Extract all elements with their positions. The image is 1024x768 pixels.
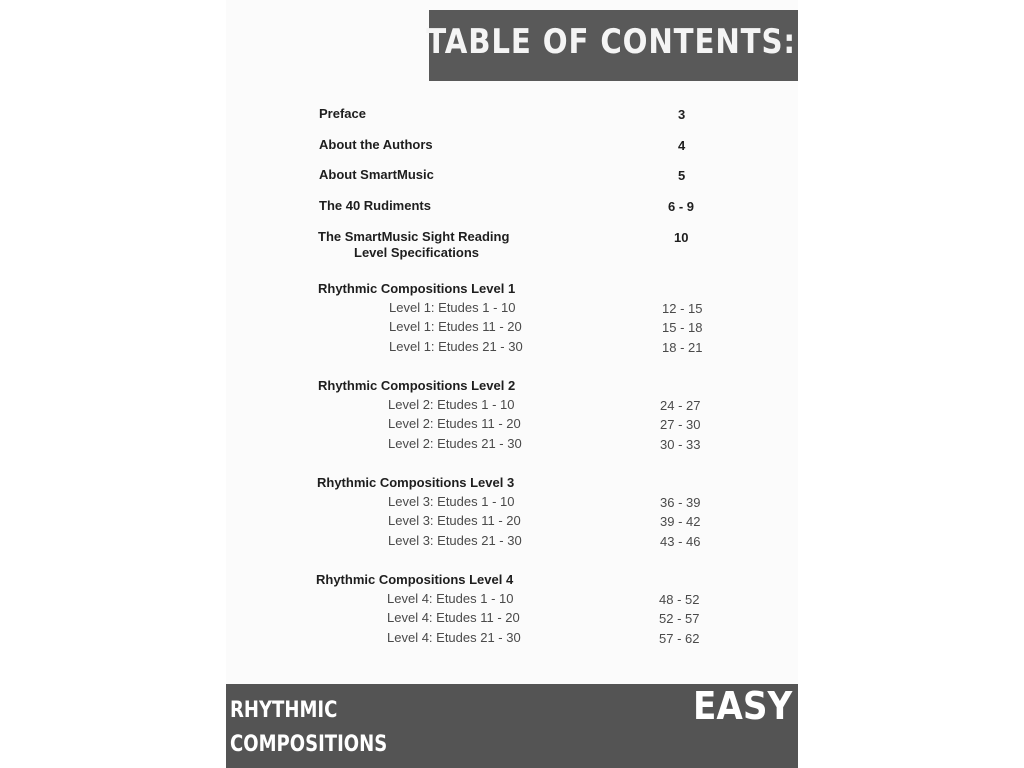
difficulty-label: EASY bbox=[692, 684, 792, 728]
section-item-label: Level 2: Etudes 1 - 10 bbox=[388, 397, 515, 412]
toc-entry-page: 3 bbox=[678, 107, 686, 122]
toc-entry-page: 5 bbox=[678, 168, 686, 183]
section-item-label: Level 3: Etudes 21 - 30 bbox=[388, 533, 522, 548]
section-heading: Rhythmic Compositions Level 1 bbox=[318, 281, 516, 296]
series-title-line1: RHYTHMIC bbox=[230, 698, 338, 723]
section-item-pages: 57 - 62 bbox=[659, 631, 700, 646]
section-item-label: Level 2: Etudes 11 - 20 bbox=[388, 416, 521, 431]
section-heading: Rhythmic Compositions Level 3 bbox=[317, 475, 515, 490]
section-item-pages: 52 - 57 bbox=[659, 611, 700, 626]
footer-band bbox=[226, 684, 798, 768]
section-item-label: Level 1: Etudes 1 - 10 bbox=[389, 300, 516, 315]
toc-entry-title: Preface bbox=[319, 106, 366, 121]
section-item-label: Level 1: Etudes 21 - 30 bbox=[389, 339, 523, 354]
section-item-label: Level 3: Etudes 11 - 20 bbox=[388, 513, 521, 528]
toc-entry-title: The SmartMusic Sight Reading bbox=[318, 229, 510, 244]
section-item-pages: 15 - 18 bbox=[662, 320, 703, 335]
section-heading: Rhythmic Compositions Level 4 bbox=[316, 572, 514, 587]
toc-entry-title: The 40 Rudiments bbox=[319, 198, 431, 213]
series-title-line2: COMPOSITIONS bbox=[230, 732, 388, 757]
section-item-pages: 18 - 21 bbox=[662, 340, 703, 355]
section-item-label: Level 1: Etudes 11 - 20 bbox=[389, 319, 522, 334]
section-item-label: Level 2: Etudes 21 - 30 bbox=[388, 436, 522, 451]
toc-entry-page: 4 bbox=[678, 138, 686, 153]
section-heading: Rhythmic Compositions Level 2 bbox=[318, 378, 516, 393]
section-item-pages: 12 - 15 bbox=[662, 301, 703, 316]
section-item-pages: 36 - 39 bbox=[660, 495, 701, 510]
section-item-label: Level 4: Etudes 1 - 10 bbox=[387, 591, 514, 606]
toc-entry-title-cont: Level Specifications bbox=[354, 245, 479, 260]
section-item-label: Level 4: Etudes 21 - 30 bbox=[387, 630, 521, 645]
section-item-label: Level 3: Etudes 1 - 10 bbox=[388, 494, 515, 509]
section-item-pages: 30 - 33 bbox=[660, 437, 701, 452]
section-item-pages: 43 - 46 bbox=[660, 534, 701, 549]
section-item-pages: 48 - 52 bbox=[659, 592, 700, 607]
section-item-pages: 39 - 42 bbox=[660, 514, 701, 529]
section-item-label: Level 4: Etudes 11 - 20 bbox=[387, 610, 520, 625]
toc-entry-title: About SmartMusic bbox=[319, 167, 434, 182]
toc-entry-page: 6 - 9 bbox=[668, 199, 695, 214]
page-title: TABLE OF CONTENTS: bbox=[426, 22, 796, 62]
section-item-pages: 24 - 27 bbox=[660, 398, 701, 413]
toc-entry-page: 10 bbox=[674, 230, 689, 245]
toc-entry-title: About the Authors bbox=[319, 137, 433, 152]
section-item-pages: 27 - 30 bbox=[660, 417, 701, 432]
